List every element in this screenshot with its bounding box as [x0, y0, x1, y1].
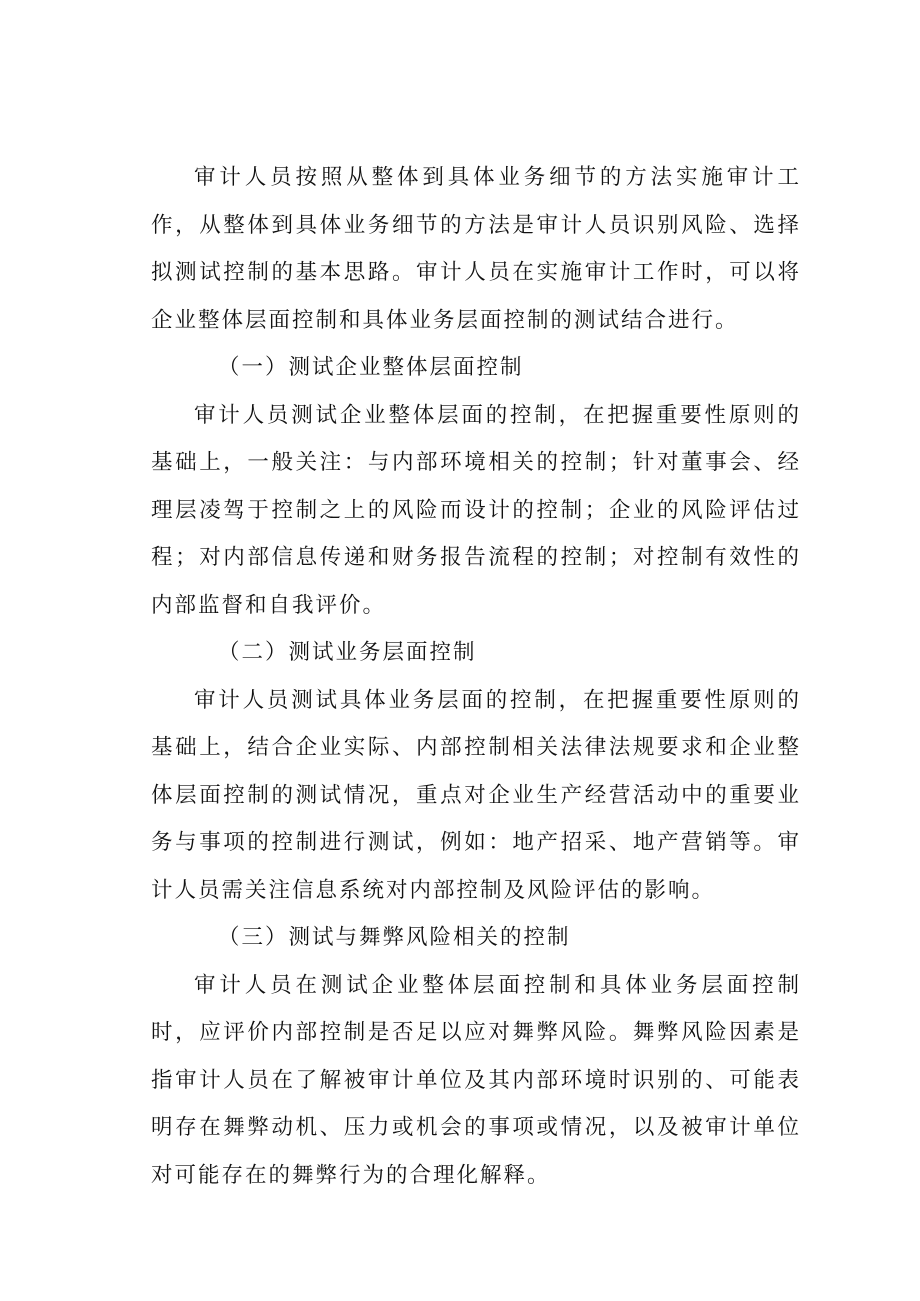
paragraph-section-1: 审计人员测试企业整体层面的控制，在把握重要性原则的基础上，一般关注：与内部环境相关的控制；针对董事会、经理层凌驾于控制之上的风险而设计的控制；企业的风险评估过程；对内部信息传递和财务报告流程的控制；对控制有效性的内部监督和自我评价。: [151, 402, 801, 618]
paragraph-intro: 审计人员按照从整体到具体业务细节的方法实施审计工作，从整体到具体业务细节的方法是审计人员识别风险、选择拟测试控制的基本思路。审计人员在实施审计工作时，可以将企业整体层面控制和具体业务层面控制的测试结合进行。: [151, 165, 801, 333]
section-heading-1: （一）测试企业整体层面控制: [218, 355, 524, 380]
section-heading-2: （二）测试业务层面控制: [218, 640, 477, 665]
section-heading-3: （三）测试与舞弊风险相关的控制: [218, 925, 571, 950]
paragraph-section-2: 审计人员测试具体业务层面的控制，在把握重要性原则的基础上，结合企业实际、内部控制相关法律法规要求和企业整体层面控制的测试情况，重点对企业生产经营活动中的重要业务与事项的控制进行测试，例如：地产招采、地产营销等。审计人员需关注信息系统对内部控制及风险评估的影响。: [151, 687, 801, 903]
paragraph-section-3: 审计人员在测试企业整体层面控制和具体业务层面控制时，应评价内部控制是否足以应对舞弊风险。舞弊风险因素是指审计人员在了解被审计单位及其内部环境时识别的、可能表明存在舞弊动机、压力或机会的事项或情况，以及被审计单位对可能存在的舞弊行为的合理化解释。: [151, 972, 801, 1188]
document-body: [151, 154, 801, 1199]
